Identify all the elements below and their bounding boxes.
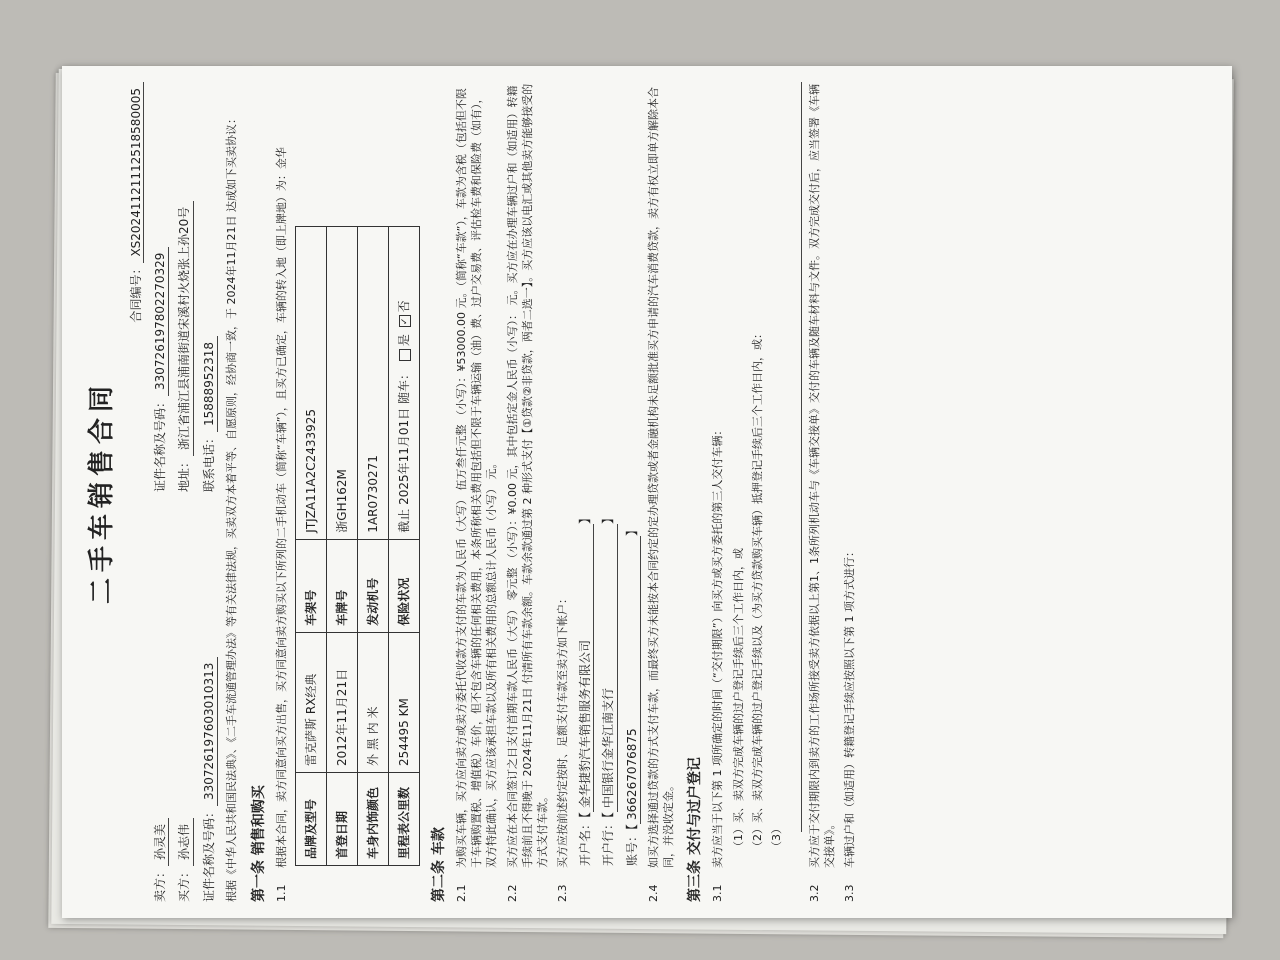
account-number-label: 账号： <box>624 829 639 866</box>
color-header: 车身内饰颜色 <box>358 773 389 866</box>
clause-number: 3.1 <box>711 884 725 902</box>
brand-value: 雷克萨斯 RX经典 <box>296 632 327 772</box>
checkbox-empty-icon <box>399 349 411 361</box>
insurance-no-label: 否 <box>397 300 412 313</box>
clause-2-1 <box>455 82 500 902</box>
clause-number: 2.4 <box>646 884 660 902</box>
clause-number: 2.1 <box>455 884 469 902</box>
table-row <box>296 227 327 866</box>
insurance-cell <box>389 227 420 540</box>
clause-text: 卖方应当于以下第 1 项所确定的时间（“交付期限”）向买方或买方委托的第三人交付车辆： <box>711 424 725 868</box>
clause-2-2 <box>506 82 551 902</box>
buyer-id: 330726197603010313 <box>201 657 218 806</box>
vin-header: 车架号 <box>296 539 327 632</box>
clause-number: 1.1 <box>274 884 288 902</box>
seller-id-label: 证件名称及号码： <box>153 395 168 492</box>
plate-value: 浙GH162M <box>327 227 358 540</box>
clause-text: 买方应在本合同签订之日支付首期车款人民币（大写） 零元整 （小写）：¥0.00 元，其中包括定金人民币（小写）： 元。买方应在办理车辆过户和（如适用）转籍手续前且不得晚于 2024年11月21日 付清所有车款余额。车款余款通过第 2 种形式支付【①贷款②非贷款，两者二选一】。买方应该以电汇或其他卖方能够接受的方式支付车款。 <box>505 83 549 868</box>
clause-text: 为购买车辆，买方应向卖方或卖方委托代收款方支付的车款为人民币（大写） 伍万叁仟元整 （小写）：¥53000.00 元。（简称“车款”），车款为含税（包括但不限于车辆购置税、增值税）车价，但不包含车辆的任何相关费用，本条所称相关费用包括但不限于车辆运输（油）费、过户交易费、评估检车费和保险费（如有），双方特此确认，买方应该承担车款以及所有相关费用的总额总计人民币（小写） 元。 <box>455 88 498 868</box>
insurance-value: 截止 2025年11月01日 随车： <box>397 368 412 533</box>
buyer-label: 买方： <box>177 865 192 902</box>
blank-line <box>789 82 802 832</box>
account-number-row: 账号：【366267076875】 <box>624 82 641 866</box>
clause-number: 3.3 <box>843 884 857 902</box>
address-label: 地址： <box>177 455 192 492</box>
account-name-row: 开户名：【金华捷豹汽车销售服务有限公司】 <box>577 82 594 866</box>
contract-number <box>128 82 144 902</box>
account-name-value: 金华捷豹汽车销售服务有限公司 <box>577 524 594 812</box>
account-bank-value: 中国银行金华江南支行 <box>600 524 617 812</box>
table-row <box>358 227 389 866</box>
brand-header: 品牌及型号 <box>296 773 327 866</box>
buyer-address: 浙江省浦江县浦南街道宋溪村火烧张上孙20号 <box>176 201 193 456</box>
article-2-title: 第二条 车款 <box>431 827 448 902</box>
buyer-row <box>176 82 193 902</box>
account-name-label: 开户名： <box>578 817 593 866</box>
clause-3-1 <box>711 82 726 902</box>
account-bank-label: 开户行： <box>601 817 616 866</box>
engine-header: 发动机号 <box>358 539 389 632</box>
registration-header: 首登日期 <box>327 773 358 866</box>
article-3-title: 第三条 交付与过户登记 <box>687 757 704 902</box>
account-bank-row: 开户行：【中国银行金华江南支行】 <box>600 82 617 866</box>
plate-header: 车牌号 <box>327 539 358 632</box>
table-row <box>389 227 420 866</box>
clause-number: 2.3 <box>556 884 570 902</box>
vehicle-spec-table <box>295 226 420 866</box>
intro-paragraph: 根据《中华人民共和国民法典》、《二手车流通管理办法》等有关法律法规，买卖双方本着平等、自愿原则，经协商一致，于 2024年11月21日 达成如下买卖协议： <box>224 113 238 902</box>
seller-label: 卖方： <box>153 865 168 902</box>
engine-value: 1AR0730271 <box>358 227 389 540</box>
clause-2-3 <box>556 82 571 902</box>
article-1-title: 第一条 销售和购买 <box>250 785 267 902</box>
buyer-name: 孙志伟 <box>176 818 193 866</box>
contract-number-value: XS20241121112518580005 <box>129 82 144 263</box>
clause-number: 2.2 <box>505 884 519 902</box>
seller-id: 330726197802270329 <box>152 247 169 396</box>
checkbox-checked-icon: ✓ <box>399 315 411 327</box>
buyer-id-label: 证件名称及号码： <box>201 805 216 902</box>
clause-3-1-option-2: （2）买、卖双方完成车辆的过户登记手续以及（为买方贷款购买车辆）抵押登记手续后三个工作日内，或： <box>751 328 765 852</box>
clause-2-4 <box>647 82 677 902</box>
buyer-id-row <box>201 82 218 902</box>
contract-number-label: 合同编号： <box>129 262 144 323</box>
clause-text: 车辆过户和（如适用）转籍登记手续应按照以下第 1 项方式进行： <box>843 546 857 868</box>
clause-3-2 <box>808 82 838 902</box>
vin-value: JTJZA11A2C2433925 <box>296 227 327 540</box>
mileage-value: 254495 KM <box>389 632 420 772</box>
mileage-header: 里程表公里数 <box>389 773 420 866</box>
insurance-header: 保险状况 <box>389 539 420 632</box>
clause-3-1-option-1: （1）买、卖双方完成车辆的过户登记手续后三个工作日内，或 <box>732 548 746 852</box>
insurance-yes-label: 是 <box>397 334 412 347</box>
registration-value: 2012年11月21日 <box>327 632 358 772</box>
clause-text: 买方应于交付期限内到卖方的工作场所接受卖方依据以上第1、1条所列机动车与《车辆交接单》交付的车辆及随车材料与文件。双方完成交付后，应当签署《车辆交接单》。 <box>807 84 836 868</box>
clause-text: 如买方选择通过贷款的方式支付车款，而最终买方未能按本合同约定的定办理贷款或者金融机构未足额批准买方申请的汽车消费贷款，卖方有权立即单方解除本合同，并没收定金。 <box>646 87 675 868</box>
clause-1-1 <box>275 82 290 902</box>
color-value: 外 黑 内 米 <box>358 632 389 772</box>
seller-name: 孙灵美 <box>152 818 169 866</box>
clause-number: 3.2 <box>807 884 821 902</box>
contract-page <box>62 66 1232 918</box>
table-row <box>327 227 358 866</box>
clause-text: 根据本合同，卖方同意向买方出售，买方同意向卖方购买以下所列的二手机动车（简称“车辆”），且买方已确定，车辆的转入地（即上牌地）为：金华 <box>274 147 288 868</box>
phone-label: 联系电话： <box>201 431 216 492</box>
clause-text: 买方应按前述约定按时、足额支付车款至卖方如下帐户： <box>556 593 570 868</box>
contract-document <box>77 82 1217 902</box>
clause-3-3 <box>843 82 858 902</box>
document-title: 二手车销售合同 <box>87 380 117 605</box>
clause-3-1-option-3: （3） <box>769 823 783 852</box>
account-number-value: 366267076875 <box>624 536 641 824</box>
seller-row <box>152 82 169 902</box>
buyer-phone: 15888952318 <box>201 336 218 432</box>
